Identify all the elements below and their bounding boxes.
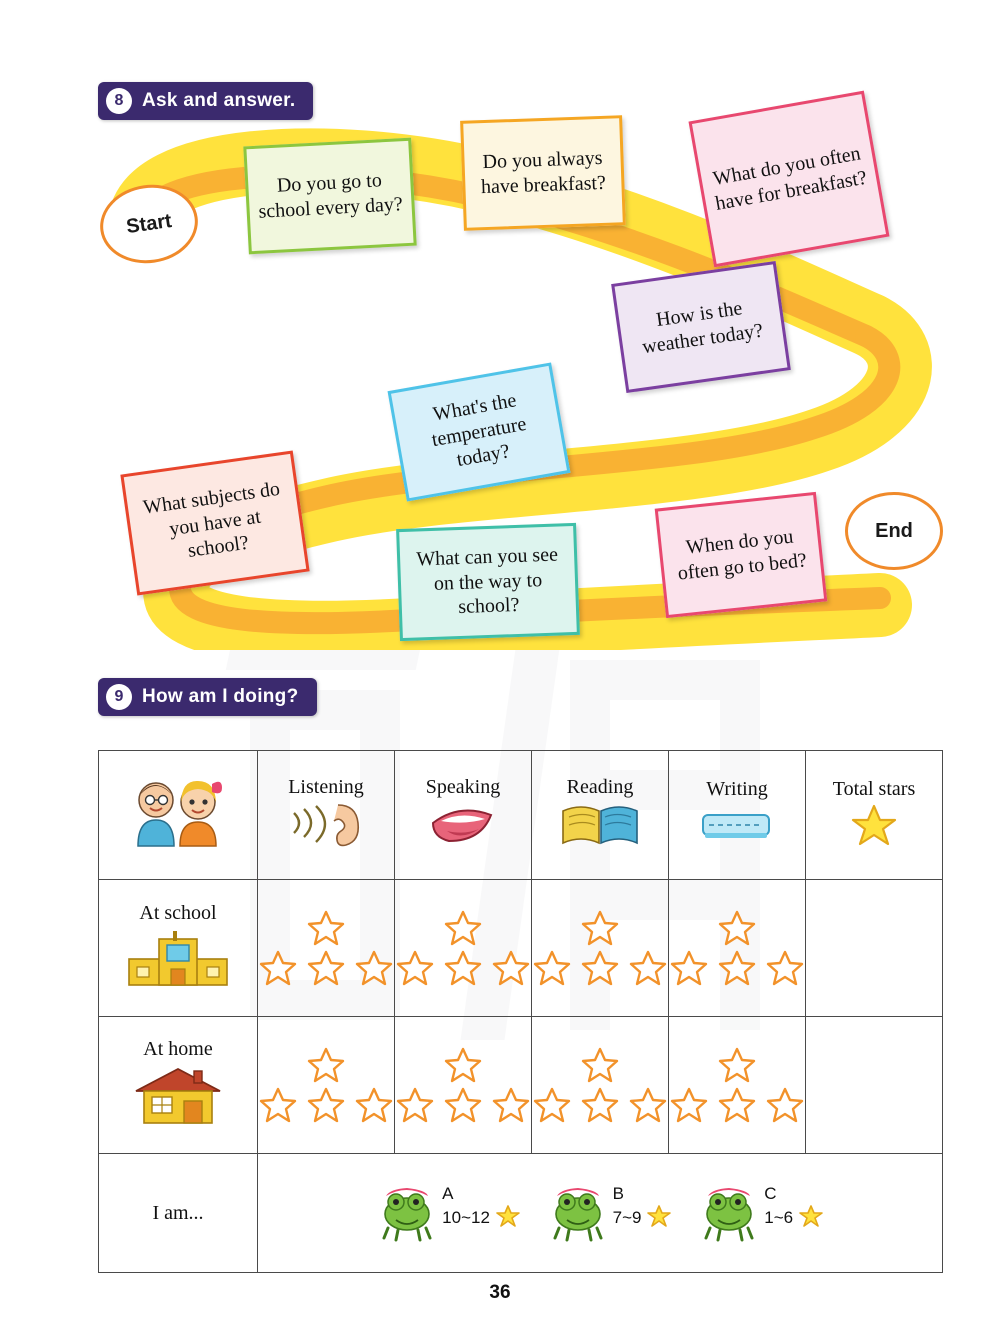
outline-star-icon bbox=[491, 1086, 531, 1124]
outline-star-icon bbox=[532, 1086, 572, 1124]
column-label: Writing bbox=[706, 777, 768, 800]
outline-star-icon bbox=[765, 949, 805, 987]
stars-row bbox=[717, 909, 757, 947]
outline-star-icon bbox=[306, 949, 346, 987]
table-col-reading bbox=[532, 751, 669, 880]
column-label: Speaking bbox=[425, 775, 501, 798]
section-number: 8 bbox=[106, 88, 132, 114]
grade-letter: B bbox=[612, 1184, 624, 1203]
outline-star-icon bbox=[258, 949, 298, 987]
total-stars-cell-home[interactable] bbox=[806, 1017, 943, 1154]
question-card-text: Do you go to school every day? bbox=[257, 169, 404, 223]
start-marker bbox=[95, 179, 203, 270]
stars-row bbox=[258, 1086, 394, 1124]
stars-group bbox=[399, 909, 527, 987]
outline-star-icon bbox=[628, 1086, 668, 1124]
green-frog-icon bbox=[547, 1184, 609, 1242]
stars-row bbox=[306, 909, 346, 947]
grade-range: 10~12 bbox=[442, 1207, 490, 1227]
outline-star-icon bbox=[717, 1086, 757, 1124]
outline-star-icon bbox=[580, 1086, 620, 1124]
outline-star-icon bbox=[258, 1086, 298, 1124]
stars-row bbox=[532, 949, 668, 987]
question-card-text: What can you see on the way to school? bbox=[415, 543, 559, 619]
stars-cell-writing-school[interactable] bbox=[669, 880, 806, 1017]
outline-star-icon bbox=[669, 949, 709, 987]
question-card-text: When do you often go to bed? bbox=[676, 525, 808, 585]
stars-group bbox=[262, 1046, 390, 1124]
grade-text bbox=[764, 1184, 824, 1228]
stars-row bbox=[395, 1086, 531, 1124]
outline-star-icon bbox=[491, 949, 531, 987]
outline-star-icon bbox=[717, 909, 757, 947]
question-card-text: Do you always have breakfast? bbox=[480, 147, 607, 199]
section-number: 9 bbox=[106, 684, 132, 710]
question-card-8[interactable] bbox=[655, 492, 828, 618]
yellow-star-icon bbox=[646, 1204, 672, 1228]
stars-row bbox=[580, 909, 620, 947]
row-label-at-school bbox=[99, 880, 258, 1017]
outline-star-icon bbox=[395, 949, 435, 987]
outline-star-icon bbox=[765, 1086, 805, 1124]
column-label: Total stars bbox=[832, 777, 916, 800]
stars-row bbox=[532, 1086, 668, 1124]
row-label-i-am bbox=[99, 1154, 258, 1273]
stars-row bbox=[395, 949, 531, 987]
school-building-icon bbox=[123, 929, 233, 989]
grade-range: 7~9 bbox=[612, 1207, 642, 1227]
stars-cell-speaking-home[interactable] bbox=[395, 1017, 532, 1154]
table-rating-row bbox=[99, 1154, 943, 1273]
green-frog-icon bbox=[376, 1184, 438, 1242]
row-label: I am... bbox=[152, 1201, 204, 1224]
stars-cell-writing-home[interactable] bbox=[669, 1017, 806, 1154]
stars-row bbox=[306, 1046, 346, 1084]
stars-cell-listening-school[interactable] bbox=[258, 880, 395, 1017]
section-header-9 bbox=[98, 678, 317, 716]
outline-star-icon bbox=[580, 949, 620, 987]
end-label: End bbox=[875, 519, 913, 542]
outline-star-icon bbox=[443, 909, 483, 947]
outline-star-icon bbox=[532, 949, 572, 987]
start-label: Start bbox=[124, 209, 174, 238]
outline-star-icon bbox=[354, 949, 394, 987]
grade-range: 1~6 bbox=[764, 1207, 794, 1227]
question-card-1[interactable] bbox=[243, 138, 416, 255]
page-number: 36 bbox=[489, 1282, 511, 1303]
question-card-text: How is the weather today? bbox=[640, 297, 765, 359]
table-col-total-stars bbox=[806, 751, 943, 880]
stars-row bbox=[717, 1046, 757, 1084]
self-assessment-table bbox=[98, 750, 943, 1273]
question-card-5[interactable] bbox=[388, 362, 571, 501]
column-label: Listening bbox=[288, 775, 364, 798]
house-icon bbox=[128, 1065, 228, 1127]
outline-star-icon bbox=[443, 1086, 483, 1124]
pencil-case-icon bbox=[695, 803, 779, 847]
table-col-writing bbox=[669, 751, 806, 880]
grade-letter: C bbox=[764, 1184, 777, 1203]
question-card-text: What's the temperature today? bbox=[429, 389, 528, 472]
yellow-star-icon bbox=[495, 1204, 521, 1228]
total-stars-cell-school[interactable] bbox=[806, 880, 943, 1017]
two-kids-icon bbox=[126, 776, 230, 848]
table-cell-students bbox=[99, 751, 258, 880]
stars-row bbox=[443, 909, 483, 947]
row-label: At home bbox=[143, 1037, 213, 1060]
stars-group bbox=[399, 1046, 527, 1124]
outline-star-icon bbox=[395, 1086, 435, 1124]
question-card-4[interactable] bbox=[611, 261, 791, 393]
table-col-speaking bbox=[395, 751, 532, 880]
stars-row bbox=[669, 1086, 805, 1124]
stars-group bbox=[536, 909, 664, 987]
stars-group bbox=[536, 1046, 664, 1124]
outline-star-icon bbox=[354, 1086, 394, 1124]
section-title: How am I doing? bbox=[142, 686, 299, 707]
outline-star-icon bbox=[306, 909, 346, 947]
stars-row bbox=[669, 949, 805, 987]
section-header-8 bbox=[98, 82, 313, 120]
stars-cell-listening-home[interactable] bbox=[258, 1017, 395, 1154]
question-card-text: What do you often have for breakfast? bbox=[711, 142, 869, 215]
outline-star-icon bbox=[628, 949, 668, 987]
stars-cell-speaking-school[interactable] bbox=[395, 880, 532, 1017]
question-card-6[interactable] bbox=[120, 450, 309, 595]
rating-options-cell[interactable] bbox=[258, 1154, 943, 1273]
outline-star-icon bbox=[306, 1046, 346, 1084]
stars-group bbox=[673, 909, 801, 987]
grade-option-a[interactable] bbox=[376, 1184, 520, 1242]
outline-star-icon bbox=[669, 1086, 709, 1124]
stars-group bbox=[262, 909, 390, 987]
grade-text bbox=[613, 1184, 673, 1228]
grade-text bbox=[442, 1184, 520, 1228]
question-card-7[interactable] bbox=[396, 523, 580, 641]
outline-star-icon bbox=[580, 909, 620, 947]
table-col-listening bbox=[258, 751, 395, 880]
yellow-star-icon bbox=[851, 803, 897, 847]
grade-list bbox=[262, 1184, 938, 1242]
grade-option-c[interactable] bbox=[698, 1184, 824, 1242]
column-label: Reading bbox=[566, 775, 634, 798]
row-label: At school bbox=[139, 901, 217, 924]
section-title: Ask and answer. bbox=[142, 90, 296, 111]
outline-star-icon bbox=[717, 949, 757, 987]
question-card-3[interactable] bbox=[689, 91, 890, 268]
stars-row bbox=[258, 949, 394, 987]
ear-icon bbox=[286, 801, 366, 849]
outline-star-icon bbox=[443, 949, 483, 987]
stars-cell-reading-school[interactable] bbox=[532, 880, 669, 1017]
stars-row bbox=[580, 1046, 620, 1084]
table-header-row bbox=[99, 751, 943, 880]
grade-option-b[interactable] bbox=[547, 1184, 673, 1242]
outline-star-icon bbox=[580, 1046, 620, 1084]
table-row bbox=[99, 880, 943, 1017]
question-card-text: What subjects do you have at school? bbox=[141, 477, 282, 563]
end-marker bbox=[845, 492, 943, 570]
outline-star-icon bbox=[717, 1046, 757, 1084]
grade-letter: A bbox=[442, 1184, 454, 1203]
outline-star-icon bbox=[306, 1086, 346, 1124]
outline-star-icon bbox=[443, 1046, 483, 1084]
row-label-at-home bbox=[99, 1017, 258, 1154]
stars-row bbox=[443, 1046, 483, 1084]
table-row bbox=[99, 1017, 943, 1154]
green-frog-icon bbox=[698, 1184, 760, 1242]
open-book-icon bbox=[557, 801, 643, 849]
stars-group bbox=[673, 1046, 801, 1124]
question-card-2[interactable] bbox=[460, 115, 626, 231]
mouth-icon bbox=[425, 801, 501, 849]
yellow-star-icon bbox=[798, 1204, 824, 1228]
stars-cell-reading-home[interactable] bbox=[532, 1017, 669, 1154]
